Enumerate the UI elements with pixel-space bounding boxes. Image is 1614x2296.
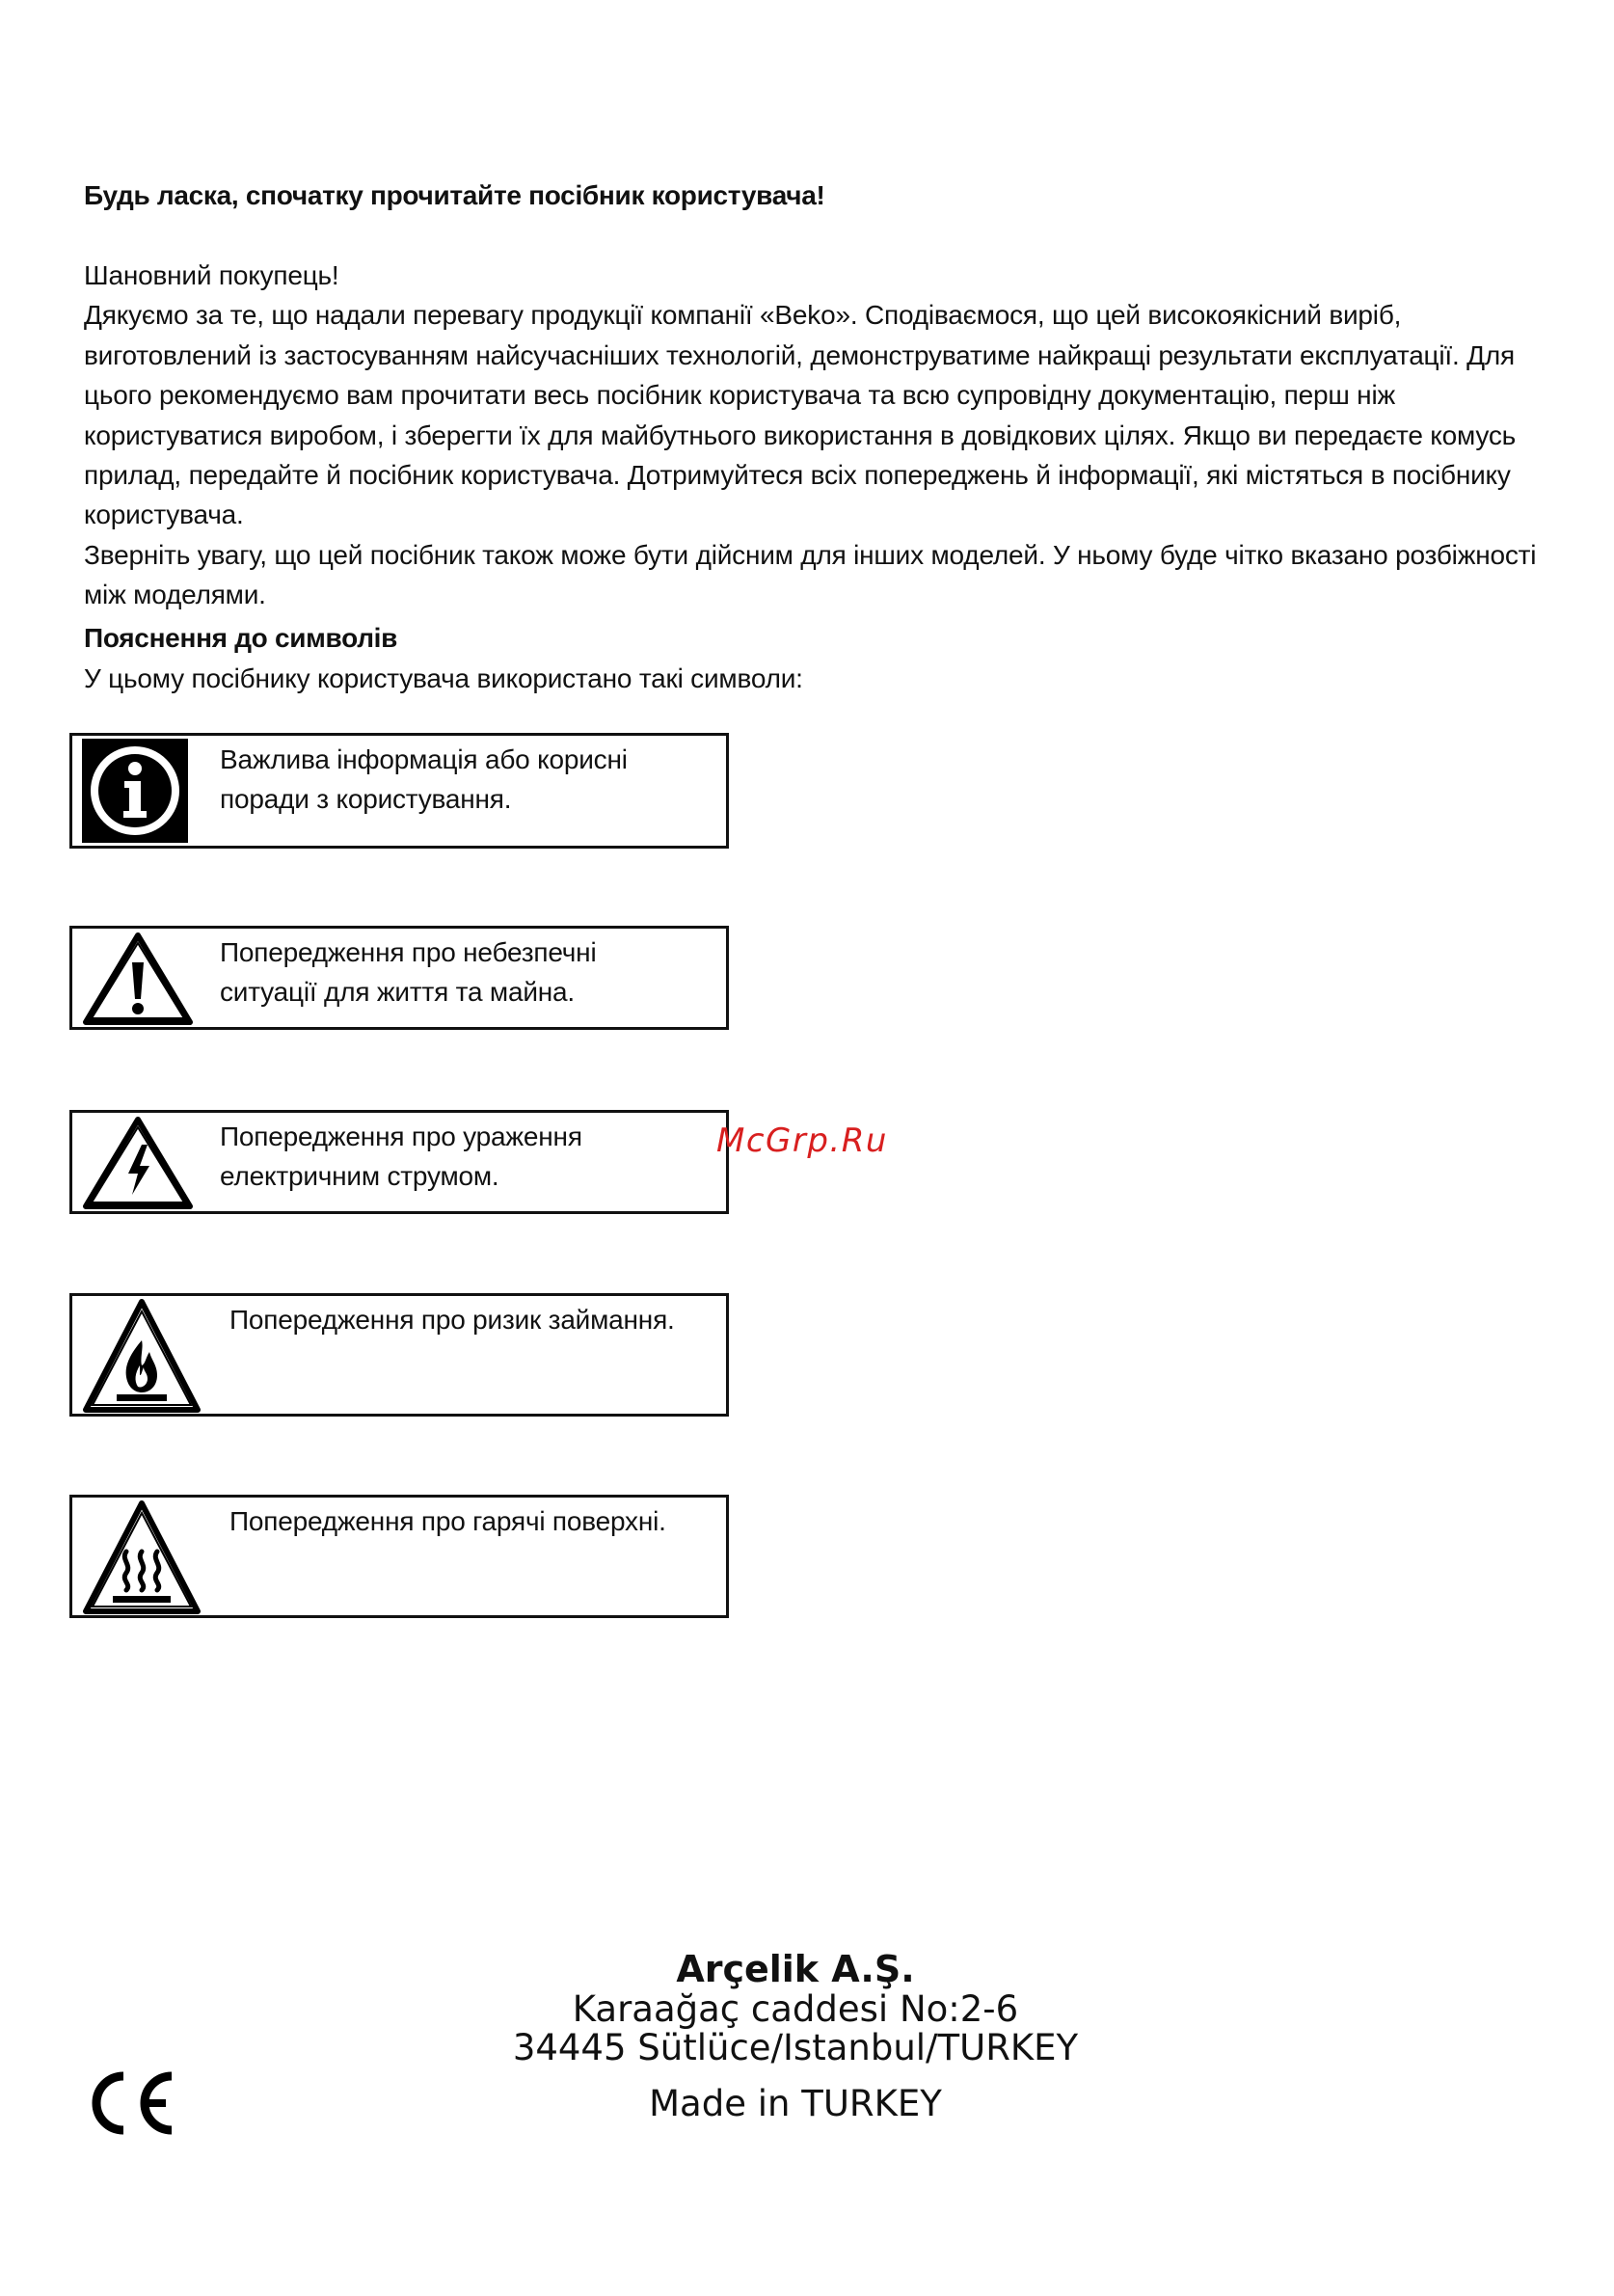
manufacturer-name: Arçelik A.Ş. <box>676 1948 915 1990</box>
symbol-info-box <box>69 733 729 849</box>
models-note: Зверніть увагу, що цей посібник також може бути дійсним для інших моделей. У ньому буде чітко вказано розбіжності між моделями. <box>84 539 1537 610</box>
electric-shock-icon <box>82 1116 194 1210</box>
symbol-info-text-1: Важлива інформація або корисні <box>220 744 628 774</box>
symbols-heading: Пояснення до символів <box>84 623 398 653</box>
hot-surface-icon <box>82 1499 202 1615</box>
manufacturer-block <box>376 1948 1215 2123</box>
intro-text <box>84 256 1549 615</box>
symbol-warning-text-2: ситуації для життя та майна. <box>220 977 575 1007</box>
symbol-electric-text-2: електричним струмом. <box>220 1161 499 1191</box>
page-heading: Будь ласка, спочатку прочитайте посібник користувача! <box>84 180 825 210</box>
symbol-info-text-2: поради з користування. <box>220 784 512 814</box>
symbol-fire-box <box>69 1293 729 1417</box>
symbol-hot-text-1: Попередження про гарячі поверхні. <box>229 1506 666 1536</box>
intro-paragraph: Дякуємо за те, що надали перевагу продукції компанії «Beko». Сподіваємося, що цей високоякісний виріб, виготовлений із застосуванням найсучасніших технологій, демонструватиме найкращі результати експлуатації. Для цього рекомендуємо вам прочитати весь посібник користувача та всю супровідну документацію, перш ніж користуватися виробом, і зберегти їх для майбутнього використання в довідкових цілях. Якщо ви передаєте комусь прилад, передайте й посібник користувача. Дотримуйтеся всіх попереджень й інформації, які містяться в посібнику користувача. <box>84 300 1517 530</box>
symbol-warning-text-1: Попередження про небезпечні <box>220 937 597 967</box>
symbol-electric-text-1: Попередження про ураження <box>220 1121 582 1151</box>
manufacturer-address-1: Karaağaç caddesi No:2-6 <box>572 1988 1019 2030</box>
warning-icon <box>82 932 194 1026</box>
symbol-electric-box <box>69 1110 729 1214</box>
fire-hazard-icon <box>82 1298 202 1414</box>
symbol-hot-surface-box <box>69 1495 729 1618</box>
made-in: Made in TURKEY <box>649 2083 942 2124</box>
symbol-warning-box <box>69 926 729 1030</box>
manufacturer-address-2: 34445 Sütlüce/Istanbul/TURKEY <box>512 2027 1079 2068</box>
symbols-intro: У цьому посібнику користувача використано такі символи: <box>84 663 803 693</box>
ce-mark-icon <box>81 2068 177 2138</box>
symbol-fire-text-1: Попередження про ризик займання. <box>229 1305 675 1335</box>
greeting: Шановний покупець! <box>84 260 339 290</box>
watermark: McGrp.Ru <box>716 1121 888 1160</box>
info-icon <box>82 739 188 843</box>
